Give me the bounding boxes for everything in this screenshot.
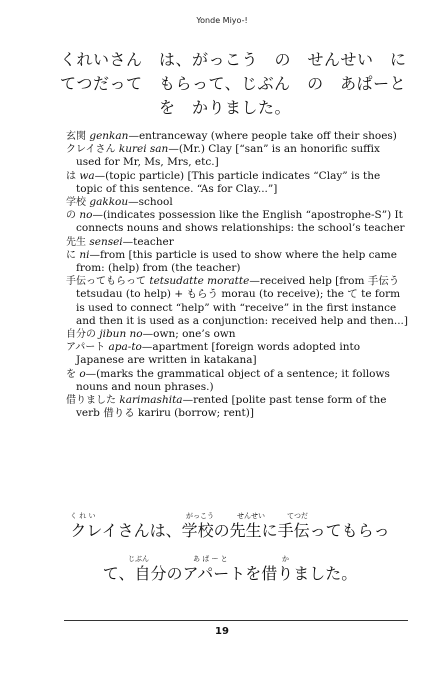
glossary-entry (66, 130, 408, 143)
glossary-romaji: sensei (89, 235, 123, 248)
glossary-definition: —school (128, 196, 173, 209)
glossary-entry (66, 196, 408, 209)
furigana-gakkou: がっこう (186, 512, 214, 520)
glossary-term: に (66, 249, 76, 261)
running-header: Yonde Miyo-! (196, 16, 248, 25)
glossary-definition: —rented [polite past tense form of the verb 借りる kariru (borrow; rent)] (76, 394, 387, 420)
glossary-definition: —teacher (122, 235, 174, 248)
glossary-definition: —(Mr.) Clay [“san” is an honorific suffix used for Mr, Ms, Mrs, etc.] (76, 143, 380, 169)
glossary-romaji: kurei san (118, 143, 169, 156)
glossary-term: クレイさん (66, 144, 116, 156)
glossary-entry (66, 368, 408, 394)
glossary-entry (66, 236, 408, 249)
glossary-romaji: tetsudatte moratte (149, 275, 250, 288)
glossary-entry (66, 170, 408, 196)
glossary-romaji: wa (79, 169, 95, 182)
glossary-definition: —received help [from 手伝う tetsudau (to help) + もらう morau (to receive); the て te form is used to connect “help” with “receive” in the first instance and then it is used as a conjunction: received help and then...] (76, 275, 408, 327)
glossary-entry (66, 275, 408, 328)
glossary (66, 130, 408, 420)
glossary-romaji: o (79, 367, 86, 380)
kana-line: くれいさん は、がっこう の せんせい に (60, 50, 407, 69)
glossary-entry (66, 341, 408, 367)
glossary-term: 学校 (66, 197, 86, 209)
glossary-romaji: gakkou (89, 196, 129, 209)
kanji-line: て、自分のアパートを借りました。 (102, 564, 358, 583)
glossary-definition: —(indicates possession like the English “apostrophe-S”) It connects nouns and shows relationships: the school’s teacher (76, 209, 405, 235)
glossary-romaji: genkan (89, 130, 129, 142)
glossary-entry (66, 209, 408, 235)
glossary-definition: —own; one’s own (142, 328, 236, 341)
glossary-term: を (66, 368, 76, 380)
glossary-romaji: ni (79, 248, 90, 261)
glossary-term: は (66, 170, 76, 182)
furigana-apato: あ ぱ ー と (193, 555, 228, 563)
furigana-row (60, 512, 400, 521)
furigana-jibun: じぶん (128, 555, 149, 563)
footer-divider (64, 620, 408, 621)
glossary-term: アパート (66, 342, 106, 354)
page-number: 19 (215, 626, 229, 637)
glossary-term: 玄関 (66, 131, 86, 142)
glossary-term: 先生 (66, 236, 86, 248)
furigana-tetsuda: てつだ (287, 512, 308, 520)
glossary-term: 借りました (66, 395, 116, 407)
glossary-romaji: apa-to (108, 341, 142, 354)
glossary-term: 手伝ってもらって (66, 276, 146, 288)
glossary-term: の (66, 210, 76, 222)
glossary-entry (66, 328, 408, 341)
furigana-sensei: せんせい (237, 512, 265, 520)
kanji-sentence (60, 512, 400, 598)
furigana-kurei: く れ い (70, 512, 96, 520)
kana-line: を かりました。 (158, 98, 291, 117)
glossary-definition: —entranceway (where people take off their shoes) (128, 130, 397, 142)
glossary-definition: —apartment [foreign words adopted into Japanese are written in katakana] (76, 341, 361, 367)
furigana-ka: か (282, 555, 289, 563)
glossary-romaji: no (79, 209, 93, 222)
furigana-row (60, 555, 400, 564)
kana-sentence (60, 48, 407, 120)
glossary-entry (66, 249, 408, 275)
glossary-entry (66, 143, 408, 169)
glossary-romaji: jibun no (99, 328, 143, 341)
glossary-romaji: karimashita (119, 394, 183, 407)
kanji-line: クレイさんは、学校の先生に手伝ってもらっ (70, 521, 390, 540)
glossary-term: 自分の (66, 329, 96, 341)
glossary-definition: —(marks the grammatical object of a sentence; it follows nouns and noun phrases.) (76, 367, 390, 393)
kana-line: てつだって もらって、じぶん の あぱーと (60, 74, 407, 93)
glossary-definition: —from [this particle is used to show where the help came from: (help) from (the teacher) (76, 248, 397, 275)
glossary-entry (66, 394, 408, 420)
glossary-definition: —(topic particle) [This particle indicates “Clay” is the topic of this sentence. “As for Clay...”] (76, 169, 381, 195)
